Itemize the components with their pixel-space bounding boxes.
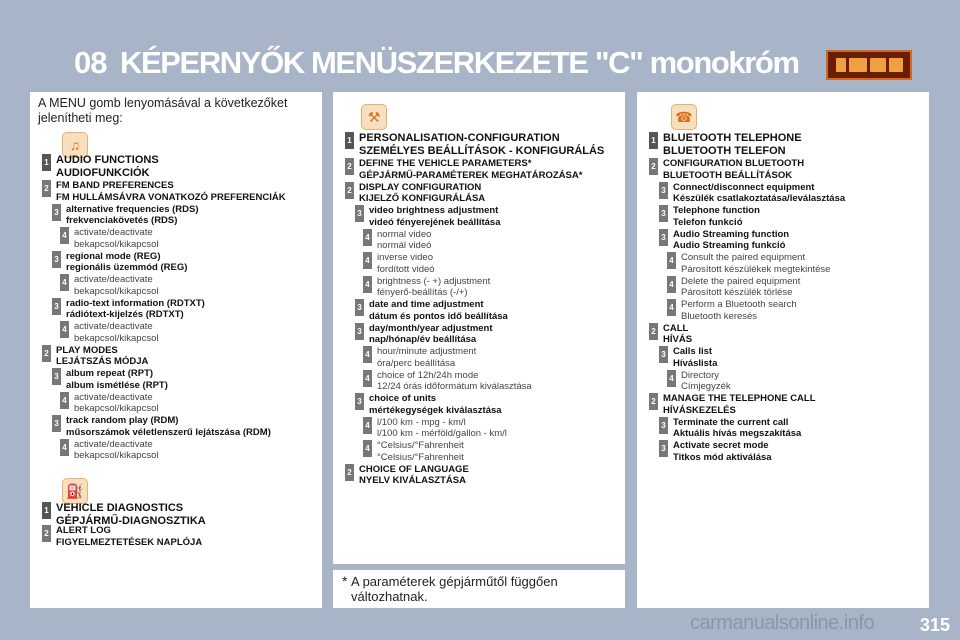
menu-item-line: alternative frequencies (RDS): [66, 203, 199, 215]
level-badge: 4: [363, 370, 372, 387]
menu-item-label: [681, 370, 731, 393]
music-note-icon: ♫: [62, 132, 88, 158]
page-header: [0, 40, 960, 90]
menu-item-label: [377, 417, 507, 440]
menu-item-label: [377, 252, 435, 275]
menu-item-line: BLUETOOTH TELEFON: [663, 144, 786, 157]
menu-item-level-3: [52, 368, 168, 391]
menu-item-line: activate/deactivate: [74, 391, 153, 403]
level-badge: 4: [60, 321, 69, 338]
menu-item-level-1: [649, 132, 802, 157]
menu-item-label: [673, 205, 760, 228]
menu-item-label: [369, 393, 502, 416]
menu-item-label: [673, 417, 801, 440]
menu-item-label: [681, 276, 800, 299]
menu-item-level-1: [42, 154, 159, 179]
level-badge: 3: [52, 368, 61, 385]
menu-item-level-3: [52, 251, 187, 274]
level-badge: 4: [60, 392, 69, 409]
menu-item-line: day/month/year adjustment: [369, 322, 493, 334]
menu-item-label: [377, 370, 532, 393]
menu-item-line: °Celsius/°Fahrenheit: [377, 451, 464, 463]
menu-item-level-4: [667, 370, 731, 393]
level-badge: 1: [42, 154, 51, 171]
menu-item-line: Terminate the current call: [673, 416, 789, 428]
level-badge: 3: [52, 251, 61, 268]
menu-item-level-2: [345, 464, 469, 487]
menu-item-line: Delete the paired equipment: [681, 275, 801, 287]
menu-item-label: [56, 502, 206, 527]
menu-item-level-4: [363, 229, 431, 252]
level-badge: 3: [659, 440, 668, 457]
menu-item-line: mértékegységek kiválasztása: [369, 404, 502, 416]
menu-item-line: AUDIOFUNKCIÓK: [56, 166, 150, 179]
panel-personalisation: [333, 92, 625, 564]
menu-item-line: l/100 km - mpg - km/l: [377, 416, 466, 428]
level-badge: 4: [363, 417, 372, 434]
menu-item-level-4: [363, 370, 532, 393]
menu-item-level-2: [649, 323, 692, 346]
level-badge: 4: [667, 252, 676, 269]
menu-item-level-3: [355, 205, 500, 228]
menu-item-line: Audio Streaming funkció: [673, 240, 786, 251]
level-badge: 4: [60, 439, 69, 456]
menu-item-level-3: [355, 323, 493, 346]
menu-item-line: DEFINE THE VEHICLE PARAMETERS*: [359, 158, 532, 169]
menu-item-line: Párosított készülék törlése: [681, 287, 793, 298]
menu-item-line: Titkos mód aktiválása: [673, 451, 772, 463]
menu-item-label: [369, 323, 493, 346]
menu-item-level-3: [52, 415, 271, 438]
menu-item-level-4: [60, 392, 159, 415]
menu-item-line: bekapcsol/kikapcsol: [74, 332, 159, 344]
menu-item-line: choice of 12h/24h mode: [377, 369, 479, 381]
menu-item-label: [74, 392, 159, 415]
fuel-pump-icon: ⛽: [62, 478, 88, 504]
menu-item-line: AUDIO FUNCTIONS: [56, 154, 159, 166]
menu-item-line: activate/deactivate: [74, 321, 153, 332]
menu-item-label: [663, 323, 692, 346]
menu-item-level-3: [52, 204, 199, 227]
level-badge: 3: [355, 205, 364, 222]
level-badge: 3: [52, 298, 61, 315]
menu-item-line: Connect/disconnect equipment: [673, 181, 815, 193]
menu-item-level-4: [363, 276, 490, 299]
menu-item-level-4: [60, 321, 159, 344]
menu-item-line: Párosított készülékek megtekintése: [681, 263, 831, 275]
level-badge: 1: [42, 502, 51, 519]
menu-item-level-3: [659, 440, 772, 463]
menu-item-line: GÉPJÁRMŰ-PARAMÉTEREK MEGHATÁROZÁSA*: [359, 169, 583, 181]
menu-item-line: PERSONALISATION-CONFIGURATION: [359, 132, 560, 144]
level-badge: 4: [363, 252, 372, 269]
menu-item-line: Készülék csatlakoztatása/leválasztása: [673, 193, 846, 204]
menu-item-label: [377, 440, 464, 463]
menu-item-line: CALL: [663, 322, 689, 334]
level-badge: 4: [363, 440, 372, 457]
menu-item-line: track random play (RDM): [66, 415, 179, 426]
menu-item-level-3: [659, 229, 789, 252]
menu-item-line: 12/24 órás időformátum kiválasztása: [377, 381, 532, 392]
level-badge: 2: [345, 158, 354, 175]
level-badge: 3: [355, 393, 364, 410]
menu-item-line: bekapcsol/kikapcsol: [74, 285, 159, 297]
level-badge: 3: [659, 182, 668, 199]
menu-item-label: [673, 346, 717, 369]
menu-item-line: nap/hónap/év beállítása: [369, 334, 477, 345]
menu-item-level-4: [363, 417, 507, 440]
level-badge: 3: [52, 204, 61, 221]
menu-item-level-3: [355, 393, 502, 416]
level-badge: 4: [363, 276, 372, 293]
menu-item-line: Címjegyzék: [681, 381, 731, 392]
level-badge: 3: [355, 323, 364, 340]
menu-item-label: [66, 298, 205, 321]
menu-item-line: activate/deactivate: [74, 227, 153, 238]
menu-item-label: [56, 154, 159, 179]
menu-item-line: BLUETOOTH BEÁLLÍTÁSOK: [663, 169, 793, 181]
menu-item-line: Directory: [681, 369, 720, 381]
page-number: 315: [919, 615, 950, 635]
menu-item-line: Bluetooth keresés: [681, 310, 758, 322]
menu-item-level-3: [355, 299, 508, 322]
level-badge: 3: [659, 229, 668, 246]
menu-item-label: [377, 229, 431, 252]
menu-item-level-2: [42, 345, 148, 368]
level-badge: 1: [345, 132, 354, 149]
menu-item-label: [74, 439, 159, 462]
menu-item-line: fényerő-beállítás (-/+): [377, 287, 468, 298]
menu-item-line: FM HULLÁMSÁVRA VONATKOZÓ PREFERENCIÁK: [56, 191, 286, 203]
menu-item-line: l/100 km - mérföld/gallon - km/l: [377, 428, 507, 439]
menu-item-line: Telephone function: [673, 205, 760, 216]
menu-item-level-3: [659, 205, 760, 228]
level-badge: 4: [667, 276, 676, 293]
menu-item-line: Audio Streaming function: [673, 228, 790, 240]
level-badge: 2: [345, 182, 354, 199]
menu-item-label: [369, 299, 508, 322]
menu-item-line: Híváslista: [673, 357, 718, 369]
menu-item-line: Consult the paired equipment: [681, 252, 806, 263]
menu-item-line: bekapcsol/kikapcsol: [74, 450, 159, 461]
menu-item-level-2: [345, 182, 485, 205]
menu-item-level-4: [60, 439, 159, 462]
menu-item-line: activate/deactivate: [74, 274, 153, 285]
menu-item-label: [359, 132, 604, 157]
level-badge: 3: [52, 415, 61, 432]
menu-item-level-4: [667, 299, 797, 322]
menu-item-line: CHOICE OF LANGUAGE: [359, 463, 469, 475]
tools-icon: ⚒: [361, 104, 387, 130]
menu-item-line: regional mode (REG): [66, 250, 161, 262]
level-badge: 4: [60, 274, 69, 291]
page-title: KÉPERNYŐK MENÜSZERKEZETE "C" monokróm: [120, 45, 799, 80]
menu-item-level-2: [42, 180, 286, 203]
level-badge: 2: [649, 393, 658, 410]
menu-item-level-4: [60, 274, 159, 297]
menu-item-level-1: [42, 502, 206, 527]
level-badge: 4: [60, 227, 69, 244]
menu-item-line: normál videó: [377, 240, 432, 251]
menu-item-label: [359, 158, 582, 181]
menu-item-line: MANAGE THE TELEPHONE CALL: [663, 393, 816, 404]
menu-item-line: normal video: [377, 228, 432, 240]
menu-item-line: CONFIGURATION BLUETOOTH: [663, 158, 805, 169]
level-badge: 3: [659, 205, 668, 222]
menu-item-line: inverse video: [377, 252, 433, 263]
phone-icon: ☎: [671, 104, 697, 130]
menu-item-line: Calls list: [673, 346, 713, 357]
menu-item-label: [66, 251, 187, 274]
menu-item-line: bekapcsol/kikapcsol: [74, 238, 159, 250]
menu-item-level-4: [363, 252, 435, 275]
menu-item-line: choice of units: [369, 393, 437, 404]
menu-item-level-3: [659, 346, 717, 369]
menu-item-line: HÍVÁSKEZELÉS: [663, 404, 736, 416]
menu-item-label: [663, 393, 816, 416]
menu-item-label: [681, 299, 797, 322]
level-badge: 2: [649, 323, 658, 340]
menu-item-label: [66, 368, 168, 391]
menu-item-line: VEHICLE DIAGNOSTICS: [56, 502, 184, 514]
menu-item-line: videó fényerejének beállítása: [369, 216, 501, 228]
level-badge: 1: [649, 132, 658, 149]
level-badge: 3: [355, 299, 364, 316]
menu-item-label: [66, 204, 199, 227]
menu-item-level-4: [667, 252, 830, 275]
menu-item-level-2: [649, 393, 816, 416]
menu-item-line: NYELV KIVÁLASZTÁSA: [359, 475, 466, 486]
menu-item-line: ALERT LOG: [56, 525, 111, 536]
menu-item-line: frekvenciakövetés (RDS): [66, 215, 178, 226]
menu-item-line: regionális üzemmód (REG): [66, 262, 188, 273]
menu-item-line: Telefon funkció: [673, 216, 743, 228]
intro-text: A MENU gomb lenyomásával a következőket jelenítheti meg:: [38, 96, 288, 125]
menu-item-line: Aktuális hívás megszakítása: [673, 428, 802, 439]
menu-item-line: HÍVÁS: [663, 334, 693, 345]
menu-item-label: [74, 274, 159, 297]
menu-item-label: [359, 182, 485, 205]
menu-item-level-1: [345, 132, 604, 157]
menu-item-level-4: [363, 440, 464, 463]
menu-item-line: fordított videó: [377, 263, 435, 275]
footnote-panel: [333, 570, 625, 608]
menu-item-label: [74, 227, 159, 250]
menu-item-line: video brightness adjustment: [369, 205, 499, 216]
display-icon: [826, 50, 912, 80]
menu-item-level-4: [60, 227, 159, 250]
menu-item-line: rádiótext-kijelzés (RDTXT): [66, 309, 184, 320]
menu-item-line: PLAY MODES: [56, 344, 118, 356]
menu-item-label: [369, 205, 500, 228]
menu-item-label: [56, 345, 148, 368]
menu-item-level-2: [345, 158, 582, 181]
menu-item-line: °Celsius/°Fahrenheit: [377, 440, 464, 451]
menu-item-line: műsorszámok véletlenszerű lejátszása (RDM): [66, 426, 271, 438]
menu-item-line: óra/perc beállítása: [377, 357, 456, 369]
menu-item-line: album repeat (RPT): [66, 368, 154, 379]
menu-item-line: FIGYELMEZTETÉSEK NAPLÓJA: [56, 536, 203, 548]
level-badge: 3: [659, 346, 668, 363]
menu-item-line: LEJÁTSZÁS MÓDJA: [56, 356, 149, 367]
menu-item-level-4: [667, 276, 800, 299]
panel-audio-diagnostics: [30, 92, 322, 608]
menu-item-line: activate/deactivate: [74, 438, 153, 450]
menu-item-line: SZEMÉLYES BEÁLLÍTÁSOK - KONFIGURÁLÁS: [359, 144, 605, 157]
menu-item-line: Activate secret mode: [673, 440, 769, 451]
chapter-number: 08: [74, 45, 107, 80]
menu-item-label: [377, 346, 476, 369]
footnote-star: *: [342, 573, 348, 589]
menu-item-level-2: [649, 158, 804, 181]
level-badge: 2: [42, 180, 51, 197]
level-badge: 2: [649, 158, 658, 175]
menu-item-line: KIJELZŐ KONFIGURÁLÁSA: [359, 193, 486, 204]
footnote-text: A paraméterek gépjárműtől függően változhatnak.: [351, 574, 558, 604]
watermark: carmanualsonline.info: [690, 612, 875, 634]
menu-item-line: date and time adjustment: [369, 299, 484, 310]
menu-item-line: dátum és pontos idő beállítása: [369, 310, 508, 322]
footnote: [342, 573, 625, 604]
menu-item-line: DISPLAY CONFIGURATION: [359, 181, 482, 193]
menu-item-line: Perform a Bluetooth search: [681, 299, 797, 310]
level-badge: 2: [42, 525, 51, 542]
menu-item-label: [359, 464, 469, 487]
level-badge: 4: [667, 370, 676, 387]
menu-item-line: hour/minute adjustment: [377, 346, 477, 357]
level-badge: 4: [667, 299, 676, 316]
menu-item-level-3: [52, 298, 205, 321]
menu-item-label: [56, 525, 202, 548]
level-badge: 2: [42, 345, 51, 362]
menu-item-line: BLUETOOTH TELEPHONE: [663, 132, 802, 144]
menu-item-level-3: [659, 182, 845, 205]
menu-item-line: FM BAND PREFERENCES: [56, 180, 174, 191]
menu-item-line: GÉPJÁRMŰ-DIAGNOSZTIKA: [56, 514, 206, 527]
level-badge: 4: [363, 229, 372, 246]
menu-item-label: [673, 440, 772, 463]
menu-item-line: album ismétlése (RPT): [66, 379, 168, 391]
level-badge: 3: [659, 417, 668, 434]
menu-item-label: [377, 276, 490, 299]
menu-item-label: [56, 180, 286, 203]
menu-item-level-2: [42, 525, 202, 548]
menu-item-label: [681, 252, 830, 275]
menu-item-level-3: [659, 417, 801, 440]
level-badge: 4: [363, 346, 372, 363]
menu-item-label: [663, 132, 802, 157]
menu-item-line: radio-text information (RDTXT): [66, 297, 205, 309]
menu-item-level-4: [363, 346, 476, 369]
menu-item-line: bekapcsol/kikapcsol: [74, 403, 159, 414]
panel-bluetooth: [637, 92, 929, 608]
menu-item-label: [663, 158, 804, 181]
menu-item-line: brightness (- +) adjustment: [377, 275, 491, 287]
menu-item-label: [74, 321, 159, 344]
level-badge: 2: [345, 464, 354, 481]
menu-item-label: [66, 415, 271, 438]
menu-item-label: [673, 229, 789, 252]
menu-item-label: [673, 182, 845, 205]
